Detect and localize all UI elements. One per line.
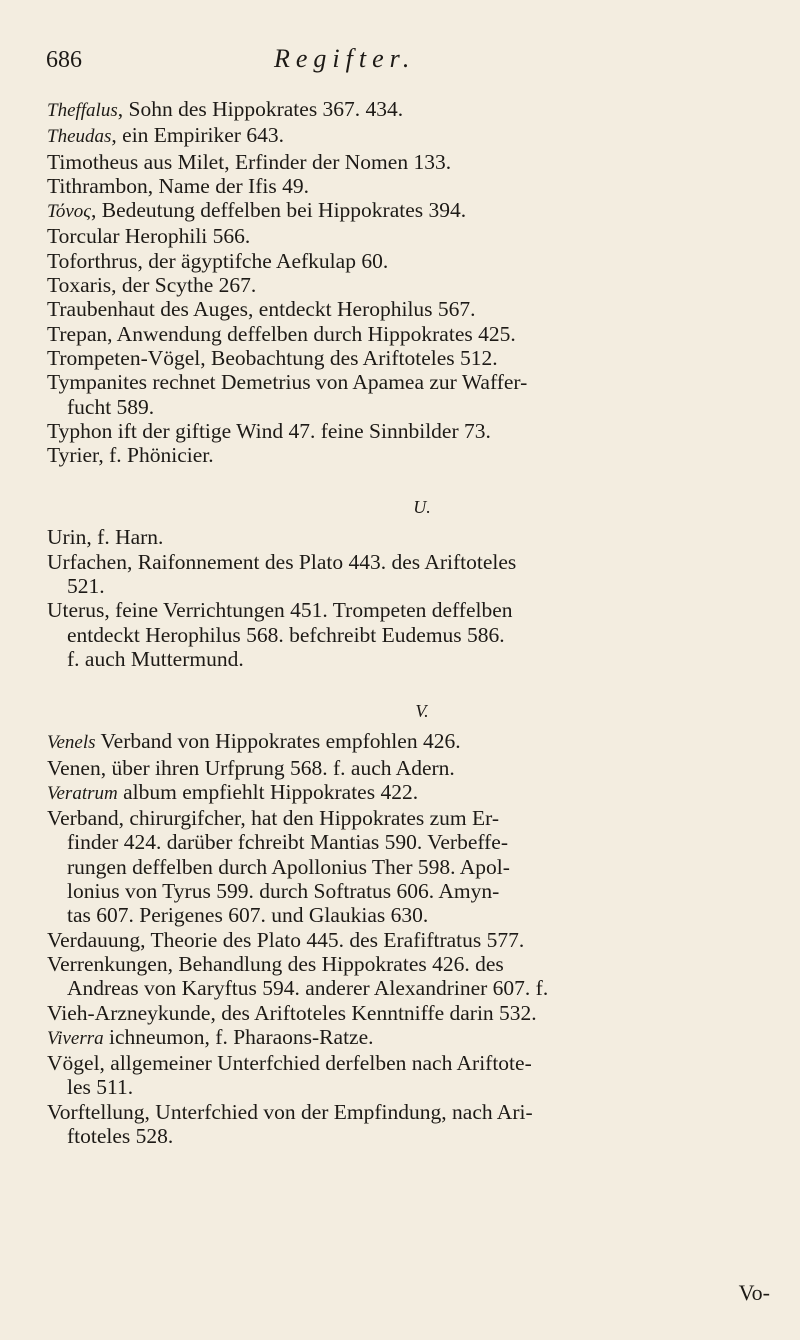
register-entry xyxy=(47,806,757,927)
entry-line: Vögel, allgemeiner Unterfchied derfelben nach Ariftote- xyxy=(47,1051,532,1076)
entry-line: Venen, über ihren Urfprung 568. f. auch Adern. xyxy=(47,755,455,780)
page-number: 686 xyxy=(46,47,82,73)
entry-line: Timotheus aus Milet, Erfinder der Nomen 133. xyxy=(47,149,452,174)
entry-line: Tympanites rechnet Demetrius von Apamea zur Waffer- xyxy=(47,370,528,395)
entry-line: Tithrambon, Name der Ifis 49. xyxy=(47,173,309,198)
register-entry xyxy=(47,1051,757,1100)
register-entry xyxy=(47,598,757,671)
entry-line: les 511. xyxy=(67,1075,134,1100)
register-entry xyxy=(47,1001,757,1025)
entry-line: rungen deffelben durch Apollonius Ther 598. Apol- xyxy=(67,854,510,879)
register-entry xyxy=(47,97,757,123)
entry-term: Viverra xyxy=(47,1027,104,1049)
register-entry xyxy=(47,322,757,346)
register-entry xyxy=(47,729,757,755)
entry-term: Theffalus xyxy=(47,100,118,121)
register-entry xyxy=(47,1100,757,1149)
section-letter: U. xyxy=(413,497,431,518)
entry-line: Toforthrus, der ägyptifche Aefkulap 60. xyxy=(47,248,389,273)
register-entry xyxy=(47,224,757,248)
entry-text: Verband von Hippokrates empfohlen 426. xyxy=(95,729,461,754)
entry-term: Τόνος xyxy=(47,201,91,223)
entry-term: Venels xyxy=(47,732,96,754)
entry-line: Traubenhaut des Auges, entdeckt Herophilus 567. xyxy=(47,297,476,322)
register-entry xyxy=(47,928,757,952)
register-entry xyxy=(47,123,757,149)
entry-text: , ein Empiriker 643. xyxy=(111,123,284,148)
register-entry xyxy=(47,249,757,273)
entry-line: Tyrier, f. Phönicier. xyxy=(47,443,214,468)
entry-line xyxy=(47,729,461,753)
register-entry xyxy=(47,346,757,370)
register-entry xyxy=(47,780,757,806)
entry-line: Vorftellung, Unterfchied von der Empfindung, nach Ari- xyxy=(47,1099,533,1124)
register-entries xyxy=(47,97,757,1148)
section-letter: V. xyxy=(415,701,429,722)
entry-term: Theudas xyxy=(47,126,112,148)
register-entry xyxy=(47,525,757,549)
register-entry xyxy=(47,273,757,297)
register-entry xyxy=(47,174,757,198)
entry-term: Veratrum xyxy=(47,782,118,804)
entry-line: f. auch Muttermund. xyxy=(67,646,244,671)
running-head: Regifter. xyxy=(274,44,416,73)
entry-line: Toxaris, der Scythe 267. xyxy=(47,273,257,298)
entry-line xyxy=(47,1025,374,1049)
entry-line: Andreas von Karyftus 594. anderer Alexandriner 607. f. xyxy=(67,976,549,1001)
entry-text: album empfiehlt Hippokrates 422. xyxy=(117,779,419,804)
register-entry xyxy=(47,550,757,599)
entry-line: ftoteles 528. xyxy=(67,1123,174,1148)
entry-text: , Sohn des Hippokrates 367. 434. xyxy=(117,97,404,121)
entry-line: fucht 589. xyxy=(67,394,155,419)
entry-line: 521. xyxy=(67,574,105,599)
entry-line: Vieh-Arzneykunde, des Ariftoteles Kenntniffe darin 532. xyxy=(47,1000,537,1025)
register-entry xyxy=(47,952,757,1001)
register-entry xyxy=(47,297,757,321)
entry-line: entdeckt Herophilus 568. befchreibt Eudemus 586. xyxy=(67,622,505,647)
entry-line: Torcular Herophili 566. xyxy=(47,224,251,249)
register-entry xyxy=(47,756,757,780)
register-entry xyxy=(47,198,757,224)
entry-line: Trompeten-Vögel, Beobachtung des Ariftoteles 512. xyxy=(47,345,498,370)
entry-line: Urfachen, Raifonnement des Plato 443. des Ariftoteles xyxy=(47,549,517,574)
entry-line: finder 424. darüber fchreibt Mantias 590. Verbeffe- xyxy=(67,830,508,855)
entry-line: Uterus, feine Verrichtungen 451. Trompeten deffelben xyxy=(47,598,513,623)
entry-line: Trepan, Anwendung deffelben durch Hippokrates 425. xyxy=(47,321,516,346)
page-header xyxy=(46,44,766,74)
entry-line xyxy=(47,780,418,804)
entry-line: lonius von Tyrus 599. durch Softratus 606. Amyn- xyxy=(67,879,500,904)
entry-text: ichneumon, f. Pharaons-Ratze. xyxy=(103,1024,374,1049)
entry-text: , Bedeutung deffelben bei Hippokrates 394. xyxy=(90,198,467,223)
entry-line: Verdauung, Theorie des Plato 445. des Erafiftratus 577. xyxy=(47,927,525,952)
entry-line: Verrenkungen, Behandlung des Hippokrates 426. des xyxy=(47,951,504,976)
entry-line: Urin, f. Harn. xyxy=(47,525,164,550)
entry-line: Verband, chirurgifcher, hat den Hippokrates zum Er- xyxy=(47,806,500,831)
entry-line: Typhon ift der giftige Wind 47. feine Sinnbilder 73. xyxy=(47,418,491,443)
catchword: Vo- xyxy=(738,1280,770,1305)
register-entry xyxy=(47,1025,757,1051)
register-entry xyxy=(47,443,757,467)
entry-line xyxy=(47,123,284,147)
register-entry xyxy=(47,370,757,419)
entry-line xyxy=(47,198,466,222)
register-entry xyxy=(47,419,757,443)
entry-line: tas 607. Perigenes 607. und Glaukias 630. xyxy=(67,903,429,928)
entry-line xyxy=(47,97,403,121)
register-entry xyxy=(47,150,757,174)
